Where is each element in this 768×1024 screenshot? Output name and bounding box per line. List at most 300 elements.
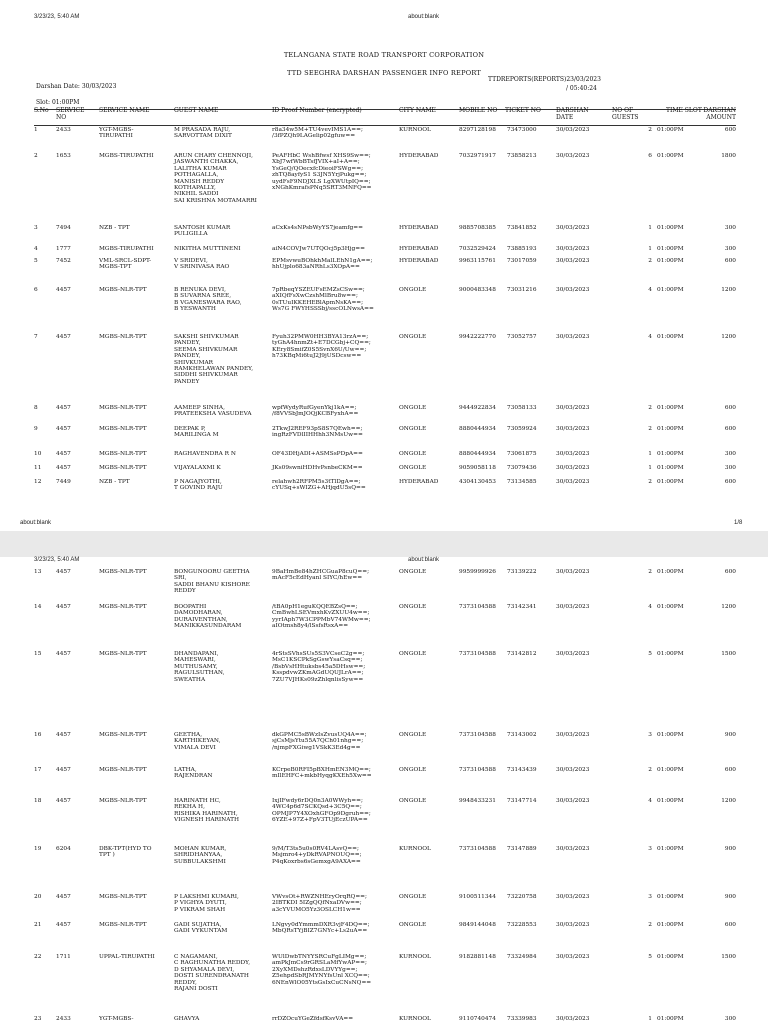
cell-service-name: MGBS-NLR-TPT — [99, 569, 147, 575]
cell-guest-names: B RENUKA DEVI, B SUVARNA SREE, B VGANESWARA RAO, B YESWANTH — [174, 287, 242, 313]
cell-mobile: 9000483348 — [459, 287, 496, 293]
ttd-report-id: TTDREPORTS(REPORTS)23/03/2023 — [488, 76, 601, 83]
cell-service-name: MGBS-NLR-TPT — [99, 451, 147, 457]
cell-time-slot: 01:00PM — [657, 225, 684, 231]
cell-city: KURNOOL — [399, 127, 431, 133]
cell-city: KURNOOL — [399, 1016, 431, 1022]
cell-city: ONGOLE — [399, 604, 427, 610]
cell-city: HYDERABAD — [399, 479, 439, 485]
cell-city: ONGOLE — [399, 426, 427, 432]
ttd-report-time: / 05:40:24 — [566, 85, 597, 92]
cell-mobile: 8880444934 — [459, 451, 496, 457]
cell-sno: 18 — [34, 798, 42, 804]
cell-guest-names: SANTOSH KUMAR PULIGILLA — [174, 225, 231, 238]
cell-id-proof: EPMsvwuBOhkhMalLEhN1gA==; hhUjplo683aNRhLs3XOpA== — [272, 258, 373, 271]
cell-service-no: 4457 — [56, 798, 71, 804]
cell-service-name: MGBS-NLR-TPT — [99, 604, 147, 610]
cell-service-no: 7449 — [56, 479, 71, 485]
header-rule-bottom — [34, 125, 736, 126]
report-title: TTD SEEGHRA DARSHAN PASSENGER INFO REPORT — [287, 69, 481, 77]
cell-time-slot: 01:00PM — [657, 604, 684, 610]
cell-date: 30/03/2023 — [556, 334, 590, 340]
cell-guest-names: P NAGAJYOTHI, T GOVIND RAJU — [174, 479, 223, 492]
cell-service-name: MGBS-NLR-TPT — [99, 426, 147, 432]
cell-time-slot: 01:00PM — [657, 258, 684, 264]
cell-service-name: YGT-MGBS- TIRUPATHI — [99, 127, 134, 140]
cell-sno: 13 — [34, 569, 42, 575]
cell-service-name: MGBS-NLR-TPT — [99, 922, 147, 928]
cell-sno: 19 — [34, 846, 42, 852]
cell-date: 30/03/2023 — [556, 127, 590, 133]
cell-id-proof: PeAFHbC WshBfwsf XHS9Sw==; XbJ7wfWbBTsfJVIX+aI+A==; YsGeQ/QOecxfcDieoiFSWg==; zhTQ8ayfyS1 S3JN5YrjPukg==; uydFsF9NDJXLS LgXWUtpIQ==; xNGhKmrafsPNq5SRT3MNFQ== — [272, 153, 372, 192]
cell-id-proof: relahwh2RFPM5s3tTlDgA==; cYUSq+sWIZG+AHjqdU5sQ== — [272, 479, 366, 492]
cell-ticket: 73885193 — [507, 246, 537, 252]
cell-sno: 21 — [34, 922, 42, 928]
cell-service-no: 6204 — [56, 846, 71, 852]
cell-city: ONGOLE — [399, 894, 427, 900]
cell-guest-names: HARINATH HC, REKHA H, RISHIKA HARINATH, VIGNESH HARINATH — [174, 798, 240, 824]
cell-sno: 2 — [34, 153, 38, 159]
cell-service-no: 4457 — [56, 287, 71, 293]
cell-amount: 900 — [724, 846, 736, 852]
cell-amount: 600 — [724, 127, 736, 133]
cell-guest-count: 2 — [648, 127, 652, 133]
cell-service-name: MGBS-NLR-TPT — [99, 798, 147, 804]
cell-amount: 300 — [724, 225, 736, 231]
cell-time-slot: 01:00PM — [657, 405, 684, 411]
cell-sno: 3 — [34, 225, 38, 231]
cell-guest-names: P LAKSHMI KUMARI, P VIGHYA DYUTI, P VIKRAM SHAH — [174, 894, 239, 913]
cell-mobile: 9849144048 — [459, 922, 496, 928]
cell-service-name: MGBS-NLR-TPT — [99, 465, 147, 471]
col-id-proof: ID Proof Number (encrypted) — [272, 107, 362, 114]
cell-mobile: 9948433231 — [459, 798, 496, 804]
cell-service-no: 1711 — [56, 954, 71, 960]
cell-sno: 4 — [34, 246, 38, 252]
cell-time-slot: 01:00PM — [657, 846, 684, 852]
cell-id-proof: 2TkwJ2REF93pS8S7QEwh==; ingRzFVDlIIHHhh3NMsUw== — [272, 426, 363, 439]
cell-time-slot: 01:00PM — [657, 922, 684, 928]
cell-service-name: NZB - TPT — [99, 225, 130, 231]
cell-guest-count: 1 — [648, 1016, 652, 1022]
cell-date: 30/03/2023 — [556, 894, 590, 900]
cell-service-name: NZB - TPT — [99, 479, 130, 485]
cell-city: HYDERABAD — [399, 246, 439, 252]
cell-amount: 300 — [724, 451, 736, 457]
cell-guest-count: 6 — [648, 153, 652, 159]
cell-guest-names: DEEPAK P, MARILINGA M — [174, 426, 219, 439]
cell-service-name: MGBS-NLR-TPT — [99, 651, 147, 657]
cell-service-name: YGT-MGBS- — [99, 1016, 134, 1022]
cell-service-no: 4457 — [56, 405, 71, 411]
cell-date: 30/03/2023 — [556, 732, 590, 738]
cell-date: 30/03/2023 — [556, 1016, 590, 1022]
cell-time-slot: 01:00PM — [657, 1016, 684, 1022]
cell-ticket: 73147714 — [507, 798, 537, 804]
cell-amount: 600 — [724, 479, 736, 485]
col-darshan-amount: DARSHAN AMOUNT — [703, 107, 736, 121]
print-url-page2: about:blank — [408, 557, 440, 563]
cell-service-name: MGBS-NLR-TPT — [99, 767, 147, 773]
cell-id-proof: VWvsOt+RWZNHEryOrqRQ==; 2IBTKDI 5IZgQQfNxaDVw==; a3cYVUMO5Yz3OSLCH1w== — [272, 894, 367, 913]
cell-ticket: 73147889 — [507, 846, 537, 852]
cell-id-proof: aiN4COVJw7UTQOcj5p3Hjg== — [272, 246, 365, 252]
cell-date: 30/03/2023 — [556, 153, 590, 159]
cell-time-slot: 01:00PM — [657, 479, 684, 485]
cell-service-no: 4457 — [56, 334, 71, 340]
cell-service-no: 4457 — [56, 604, 71, 610]
cell-city: ONGOLE — [399, 651, 427, 657]
cell-amount: 600 — [724, 767, 736, 773]
cell-guest-count: 1 — [648, 465, 652, 471]
cell-mobile: 7032529424 — [459, 246, 496, 252]
cell-ticket: 73143002 — [507, 732, 537, 738]
cell-amount: 600 — [724, 569, 736, 575]
cell-guest-names: BOOPATHI DAMODHARAN, DURAIVENTHAN, MANIKKASUNDARAM — [174, 604, 242, 630]
cell-guest-count: 3 — [648, 894, 652, 900]
cell-guest-names: GEETHA, KARTHIKEYAN, VIMALA DEVI — [174, 732, 221, 751]
cell-date: 30/03/2023 — [556, 246, 590, 252]
cell-amount: 300 — [724, 246, 736, 252]
cell-ticket: 73052757 — [507, 334, 537, 340]
cell-guest-names: M PRASADA RAJU, SARVOTTAM DIXIT — [174, 127, 232, 140]
cell-guest-count: 2 — [648, 258, 652, 264]
cell-date: 30/03/2023 — [556, 405, 590, 411]
cell-service-no: 2433 — [56, 1016, 71, 1022]
cell-time-slot: 01:00PM — [657, 334, 684, 340]
cell-city: KURNOOL — [399, 846, 431, 852]
print-timestamp-page2: 3/23/23, 5:40 AM — [34, 557, 80, 563]
cell-time-slot: 01:00PM — [657, 767, 684, 773]
cell-sno: 6 — [34, 287, 38, 293]
cell-sno: 1 — [34, 127, 38, 133]
cell-sno: 8 — [34, 405, 38, 411]
cell-amount: 1200 — [721, 334, 736, 340]
cell-city: ONGOLE — [399, 465, 427, 471]
cell-amount: 1200 — [721, 604, 736, 610]
cell-date: 30/03/2023 — [556, 798, 590, 804]
page-footer-url: about:blank — [20, 520, 52, 526]
cell-service-no: 1653 — [56, 153, 71, 159]
cell-city: HYDERABAD — [399, 225, 439, 231]
cell-service-no: 4457 — [56, 767, 71, 773]
cell-service-no: 4457 — [56, 922, 71, 928]
cell-date: 30/03/2023 — [556, 426, 590, 432]
cell-mobile: 7373104588 — [459, 651, 496, 657]
cell-city: HYDERABAD — [399, 258, 439, 264]
cell-guest-names: AAMEEP SINHA, PRATEEKSHA VASUDEVA — [174, 405, 252, 418]
cell-ticket: 73228553 — [507, 922, 537, 928]
cell-amount: 1500 — [721, 651, 736, 657]
cell-ticket: 73031216 — [507, 287, 537, 293]
col-city-name: CITY NAME — [399, 107, 436, 114]
cell-id-proof: 7pRbeqYSZEUFsEMZsCSw==; aXIQfFsXwCzshMlBru8w==; 0sTUuIKKEHEBlApmNsKA==; Ws7G FWYHSSSbj/sscOLNwsA== — [272, 287, 374, 313]
cell-service-no: 4457 — [56, 894, 71, 900]
cell-guest-count: 4 — [648, 287, 652, 293]
cell-time-slot: 01:00PM — [657, 894, 684, 900]
cell-service-name: MGBS-TIRUPATHI — [99, 153, 154, 159]
cell-guest-count: 1 — [648, 451, 652, 457]
cell-sno: 12 — [34, 479, 42, 485]
cell-time-slot: 01:00PM — [657, 798, 684, 804]
cell-guest-names: SAKSHI SHIVKUMAR PANDEY, SEEMA SHIVKUMAR PANDEY, SHIVKUMAR RAMKHELAWAN PANDEY, SIDDHI SHIVKUMAR PANDEY — [174, 334, 254, 385]
cell-city: ONGOLE — [399, 287, 427, 293]
cell-guest-count: 2 — [648, 767, 652, 773]
cell-city: ONGOLE — [399, 405, 427, 411]
cell-id-proof: WUlDwbTNYYSRCuFgLIMg==; amPkJmCs9rGRSLaMfYwAP==; 2XyXMDshzRdxsLDVYYg==; Z5ehpdSbRJMYNYfsUnl XCQ==; 6NEnWlO05YtsGsIxCuCNsNQ== — [272, 954, 372, 986]
cell-id-proof: 9/M/T3ts5u0s0RV4LAsvQ==; Msjmro4+yDkRVAPNOUQ==; P4qKoxrbs6sGemxgA9AXA== — [272, 846, 362, 865]
cell-amount: 1800 — [721, 153, 736, 159]
col-guest-name: GUEST NAME — [174, 107, 219, 114]
page-break — [0, 531, 768, 557]
print-timestamp: 3/23/23, 5:40 AM — [34, 14, 80, 20]
cell-sno: 7 — [34, 334, 38, 340]
cell-service-no: 4457 — [56, 651, 71, 657]
cell-time-slot: 01:00PM — [657, 246, 684, 252]
cell-ticket: 73134585 — [507, 479, 537, 485]
cell-time-slot: 01:00PM — [657, 465, 684, 471]
col-sno: S.No — [34, 107, 49, 114]
cell-service-no: 4457 — [56, 451, 71, 457]
col-service-no: SERVICE NO — [56, 107, 85, 121]
cell-time-slot: 01:00PM — [657, 127, 684, 133]
cell-ticket: 73220758 — [507, 894, 537, 900]
cell-id-proof: 9BaHmBe84hZHCGuaP8cuQ==; mAcF5cEdHyanl SIYC/hEw== — [272, 569, 370, 582]
cell-city: ONGOLE — [399, 798, 427, 804]
cell-amount: 1200 — [721, 798, 736, 804]
cell-ticket: 73858213 — [507, 153, 537, 159]
col-service-name: SERVICE NAME — [99, 107, 150, 114]
cell-date: 30/03/2023 — [556, 767, 590, 773]
cell-guest-names: MOHAN KUMAR, SHRIDHANYAA, SUBBULAKSHMI — [174, 846, 227, 865]
cell-service-name: MGBS-NLR-TPT — [99, 287, 147, 293]
cell-city: ONGOLE — [399, 334, 427, 340]
cell-id-proof: JKs09swniHDHvPsnbeCKM== — [272, 465, 363, 471]
cell-guest-names: ARUN CHARY CHENNOJI, JASWANTH CHAKKA, LALITHA KUMAR POTHAGALLA, MANISH REDDY KOTHAPALLY, NIKHIL SADDI SAI KRISHNA MOTAMARRI — [174, 153, 257, 204]
cell-city: KURNOOL — [399, 954, 431, 960]
cell-city: ONGOLE — [399, 569, 427, 575]
cell-ticket: 73058133 — [507, 405, 537, 411]
cell-time-slot: 01:00PM — [657, 651, 684, 657]
cell-amount: 600 — [724, 258, 736, 264]
cell-time-slot: 01:00PM — [657, 451, 684, 457]
cell-mobile: 9182881148 — [459, 954, 496, 960]
cell-date: 30/03/2023 — [556, 287, 590, 293]
cell-date: 30/03/2023 — [556, 569, 590, 575]
cell-id-proof: OF43DHjADI+ASMSsPDpA== — [272, 451, 363, 457]
col-darshan-date: DARSHAN DATE — [556, 107, 589, 121]
cell-mobile: 9059058118 — [459, 465, 496, 471]
cell-date: 30/03/2023 — [556, 604, 590, 610]
darshan-date: Darshan Date: 30/03/2023 — [36, 83, 117, 90]
cell-service-no: 4457 — [56, 465, 71, 471]
print-url: about:blank — [408, 14, 440, 20]
cell-service-no: 4457 — [56, 732, 71, 738]
cell-mobile: 9100511344 — [459, 894, 496, 900]
cell-mobile: 9885708385 — [459, 225, 496, 231]
cell-service-name: MGBS-NLR-TPT — [99, 894, 147, 900]
cell-date: 30/03/2023 — [556, 451, 590, 457]
cell-city: HYDERABAD — [399, 153, 439, 159]
cell-id-proof: wpfWydyRufGyenYkj1kA==; /f8VVSbJmJOQjKCBFyxhA== — [272, 405, 359, 418]
cell-city: ONGOLE — [399, 451, 427, 457]
slot-label: Slot: 01:00PM — [36, 99, 80, 106]
cell-guest-count: 4 — [648, 798, 652, 804]
cell-amount: 900 — [724, 894, 736, 900]
cell-service-name: MGBS-TIRUPATHI — [99, 246, 154, 252]
cell-id-proof: Fyuh32PMW0HH3BYA13rzA==; tyGhA4hnmZt+E7DCGbj+CQ==; KEry8SmifZ0S5SvnX6U/Uw==; h73KBqMi6tuJ2J9jUSDcsw== — [272, 334, 371, 360]
cell-service-name: VML-SRCL-SDPT- MGBS-TPT — [99, 258, 152, 271]
cell-id-proof: LNgvy0dYmmmDXR3vjF4DQ==; MbQRsTYjBIZ7GNYc+Ls2uA== — [272, 922, 370, 935]
cell-guest-count: 3 — [648, 732, 652, 738]
cell-mobile: 9942222770 — [459, 334, 496, 340]
cell-ticket: 73061875 — [507, 451, 537, 457]
cell-guest-count: 1 — [648, 246, 652, 252]
cell-amount: 1500 — [721, 954, 736, 960]
col-ticket-no: TICKET NO — [505, 107, 541, 114]
cell-amount: 300 — [724, 1016, 736, 1022]
cell-amount: 600 — [724, 426, 736, 432]
cell-guest-names: RAGHAVENDRA R N — [174, 451, 236, 457]
cell-date: 30/03/2023 — [556, 846, 590, 852]
cell-amount: 600 — [724, 922, 736, 928]
cell-mobile: 7373104588 — [459, 767, 496, 773]
col-time-slot: TIME SLOT — [666, 107, 702, 114]
cell-guest-count: 2 — [648, 405, 652, 411]
cell-mobile: 7373104588 — [459, 732, 496, 738]
org-title: TELANGANA STATE ROAD TRANSPORT CORPORATION — [283, 51, 485, 59]
cell-date: 30/03/2023 — [556, 479, 590, 485]
cell-service-name: MGBS-NLR-TPT — [99, 405, 147, 411]
col-mobile-no: MOBILE NO — [459, 107, 498, 114]
cell-ticket: 73142812 — [507, 651, 537, 657]
cell-time-slot: 01:00PM — [657, 569, 684, 575]
cell-date: 30/03/2023 — [556, 465, 590, 471]
cell-service-name: UPPAL-TIRUPATHI — [99, 954, 155, 960]
cell-mobile: 9110740474 — [459, 1016, 496, 1022]
cell-guest-count: 1 — [648, 225, 652, 231]
cell-guest-count: 4 — [648, 334, 652, 340]
cell-amount: 300 — [724, 465, 736, 471]
cell-id-proof: r8a34w5M+TU4vevIMS1A==; /3fPZQh9LAGelip02gfuw== — [272, 127, 363, 140]
cell-sno: 14 — [34, 604, 42, 610]
cell-service-no: 2433 — [56, 127, 71, 133]
cell-guest-count: 5 — [648, 954, 652, 960]
cell-guest-names: LATHA, RAJENDRAN — [174, 767, 213, 780]
cell-guest-names: DHANDAPANI, MAHESWARI, MUTHUSAMY, RAGULSUTHAN, SWEATHA — [174, 651, 225, 683]
cell-guest-count: 2 — [648, 426, 652, 432]
cell-guest-names: NIKITHA MUTTINENI — [174, 246, 241, 252]
cell-sno: 20 — [34, 894, 42, 900]
cell-time-slot: 01:00PM — [657, 153, 684, 159]
cell-time-slot: 01:00PM — [657, 287, 684, 293]
cell-amount: 900 — [724, 732, 736, 738]
cell-service-no: 1777 — [56, 246, 71, 252]
cell-sno: 5 — [34, 258, 38, 264]
cell-mobile: 8880444934 — [459, 426, 496, 432]
cell-mobile: 7373104588 — [459, 604, 496, 610]
cell-mobile: 7373104588 — [459, 846, 496, 852]
cell-sno: 17 — [34, 767, 42, 773]
cell-service-no: 4457 — [56, 569, 71, 575]
cell-date: 30/03/2023 — [556, 922, 590, 928]
cell-id-proof: dkGPMC5sBWzIsZvusUQ4A==; sjCsMjsYtu55A7QCh01nhg==; /njmpFXGiwg1VSkK3Ed4g== — [272, 732, 367, 751]
cell-id-proof: rrDZOcuYGeZfdsfKsvVA== — [272, 1016, 354, 1022]
cell-guest-names: GADI SUJATHA, GADI VYKUNTAM — [174, 922, 228, 935]
page-number: 1/8 — [734, 520, 743, 526]
cell-sno: 10 — [34, 451, 42, 457]
cell-date: 30/03/2023 — [556, 225, 590, 231]
cell-service-name: MGBS-NLR-TPT — [99, 334, 147, 340]
cell-ticket: 73142341 — [507, 604, 537, 610]
cell-mobile: 8297128198 — [459, 127, 496, 133]
cell-sno: 11 — [34, 465, 42, 471]
cell-date: 30/03/2023 — [556, 258, 590, 264]
cell-guest-count: 3 — [648, 846, 652, 852]
cell-guest-count: 4 — [648, 604, 652, 610]
cell-service-no: 7494 — [56, 225, 71, 231]
cell-guest-names: V SRIDEVI, V SRINIVASA RAO — [174, 258, 230, 271]
cell-time-slot: 01:00PM — [657, 954, 684, 960]
cell-id-proof: aCxKs4sNPsbWyYS7jeamfg== — [272, 225, 363, 231]
cell-city: ONGOLE — [399, 922, 427, 928]
cell-ticket: 73143439 — [507, 767, 537, 773]
cell-sno: 23 — [34, 1016, 42, 1022]
cell-city: ONGOLE — [399, 767, 427, 773]
cell-mobile: 9959999926 — [459, 569, 496, 575]
cell-date: 30/03/2023 — [556, 651, 590, 657]
cell-id-proof: /tBA0pH1eguKQQEBZsQ==; CmBwhLSEVmxhKvZXUU4w==; yyrIAph7W3CPPMbV74WMw==; aIOtmsh8y4/lSsfsRsxA== — [272, 604, 371, 630]
cell-ticket: 73079436 — [507, 465, 537, 471]
cell-amount: 1200 — [721, 287, 736, 293]
cell-ticket: 73473000 — [507, 127, 537, 133]
cell-sno: 9 — [34, 426, 38, 432]
cell-amount: 600 — [724, 405, 736, 411]
cell-guest-count: 5 — [648, 651, 652, 657]
cell-guest-count: 2 — [648, 569, 652, 575]
cell-ticket: 73324984 — [507, 954, 537, 960]
cell-sno: 16 — [34, 732, 42, 738]
cell-mobile: 4304130453 — [459, 479, 496, 485]
cell-date: 30/03/2023 — [556, 954, 590, 960]
cell-id-proof: 4rStsSVhsSUs5S3VCseC2g==; MsC1KSCPkSgGswYsaCsq==; /BsbVsHHtuksbs45a5DHsw==; KsspdvwZKmAGdUQUJLrA==; 7ZU7VJHKs09zZhlqnlisSyw== — [272, 651, 366, 683]
cell-sno: 15 — [34, 651, 42, 657]
cell-service-name: DBK-TPT(HYD TO TPT ) — [99, 846, 152, 859]
cell-ticket: 73339983 — [507, 1016, 537, 1022]
cell-id-proof: IxjIFwdy6rDQ0n3A0WWyh==; 4WC4p6d7SCKQsd+3C5Q==; OPMJP7Y4XOxhGFOp9Dgruh==; 6YZE+97Z+FpV3TUjEczUPA== — [272, 798, 371, 824]
cell-guest-count: 2 — [648, 922, 652, 928]
cell-guest-count: 2 — [648, 479, 652, 485]
cell-sno: 22 — [34, 954, 42, 960]
cell-time-slot: 01:00PM — [657, 426, 684, 432]
cell-mobile: 9963115761 — [459, 258, 496, 264]
cell-ticket: 73059924 — [507, 426, 537, 432]
cell-guest-names: VIJAYALAXMI K — [174, 465, 221, 471]
cell-time-slot: 01:00PM — [657, 732, 684, 738]
cell-service-name: MGBS-NLR-TPT — [99, 732, 147, 738]
cell-guest-names: GHAVYA — [174, 1016, 200, 1022]
cell-guest-names: C NAGAMANI, C RAGHUNATHA REDDY, D SHYAMALA DEVI, DOSTI SURENDRANATH REDDY, RAJANI DOSTI — [174, 954, 251, 993]
cell-ticket: 73841852 — [507, 225, 537, 231]
cell-ticket: 73139222 — [507, 569, 537, 575]
cell-id-proof: KCrpeB0RFI5pBXHmEN3MQ==; mIlEHFC+mkbHyqgKXEh5Xw== — [272, 767, 372, 780]
col-no-of-guests: NO OF GUESTS — [612, 107, 639, 121]
cell-mobile: 9444922834 — [459, 405, 496, 411]
cell-guest-names: BONGUNOORU GEETHA SRI, SADDI BHANU KISHORE REDDY — [174, 569, 250, 595]
cell-service-no: 7452 — [56, 258, 71, 264]
cell-mobile: 7032971917 — [459, 153, 496, 159]
cell-service-no: 4457 — [56, 426, 71, 432]
